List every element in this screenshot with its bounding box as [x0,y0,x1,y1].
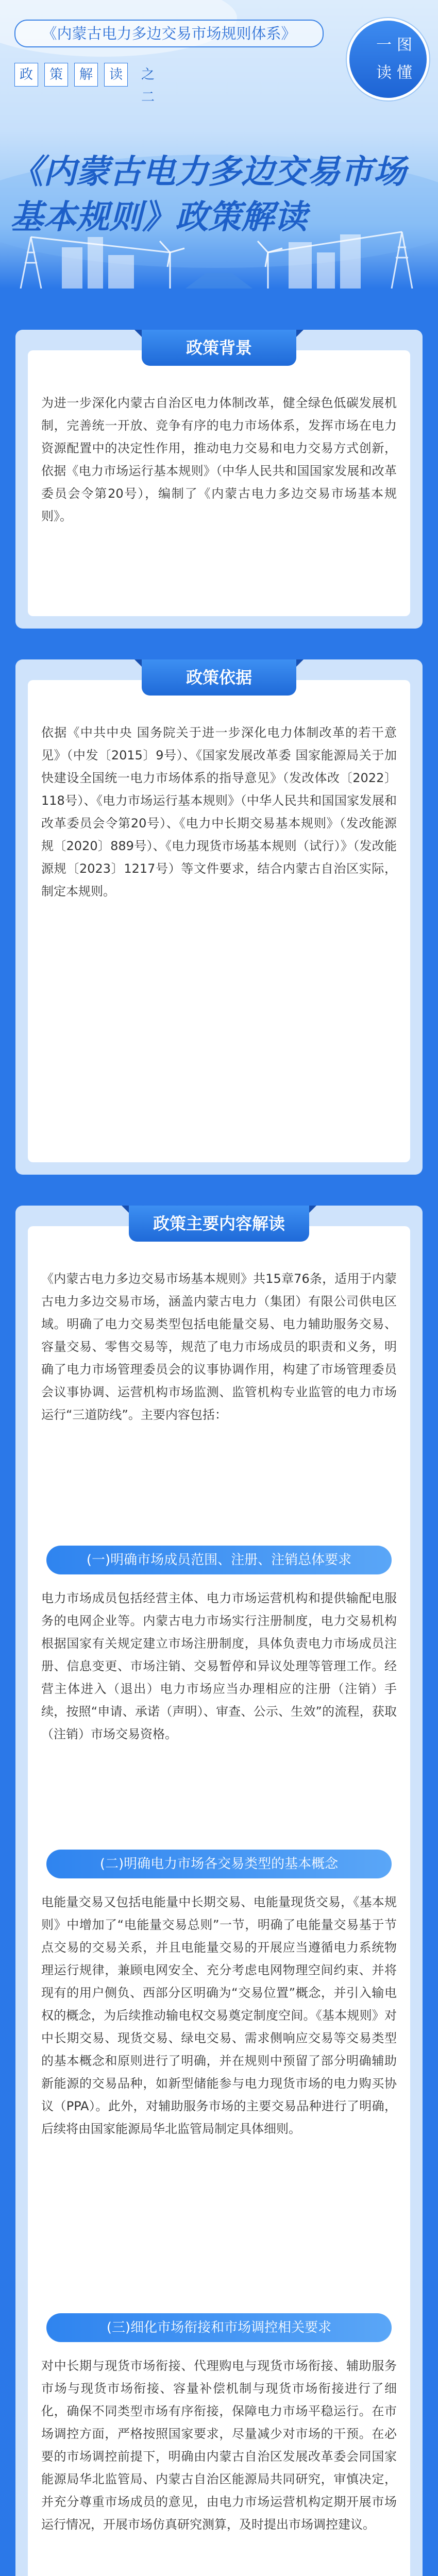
subsection-title: (二)明确电力市场各交易类型的基本概念 [46,1850,392,1878]
badge-circle [349,21,427,98]
subsection-text: 对中长期与现货市场衔接、代理购电与现货市场衔接、辅助服务市场与现货市场衔接、容量补偿机制与现货市场衔接进行了细化，确保不同类型市场有序衔接，保障电力市场平稳运行。在市场调控方面，严格按照国家要求，尽量减少对市场的干预。在必要的市场调控前提下，明确由内蒙古自治区发展改革委会同国家能源局华北监管局、内蒙古自治区能源局共同研究，审慎决定，并充分尊重市场成员的意见，由电力市场运营机构定期开展市场运行情况，开展市场仿真研究测算，及时提出市场调控建议。 [41,2359,397,2532]
subtitle-char: 读 [104,63,128,87]
subsection-text: 电能量交易又包括电能量中长期交易、电能量现货交易，《基本规则》中增加了“电能量交易总则”一节，明确了电能量交易基于节点交易的交易关系，并且电能量交易的开展应当遵循电力系统物理运行规律，兼顾电网安全、充分考虑电网物理空间约束、并将现有的用户侧负、西部分区明确为“交易位置”概念，并引入输电权的概念，为后续推动输电权交易奠定制度空间。《基本规则》对中长期交易、现货交易、绿电交易、需求侧响应交易等交易类型的基本概念和原则进行了明确，并在规则中预留了部分明确辅助新能源的交易品种，如新型储能参与电力现货市场的电力购买协议（PPA）。此外，对辅助服务市场的主要交易品种进行了明确，后续将由国家能源局华北监管局制定具体细则。 [41,1895,397,2136]
basis-text: 依据《中共中央 国务院关于进一步深化电力体制改革的若干意见》（中发〔2015〕9号）、《国家发展改革委 国家能源局关于加快建设全国统一电力市场体系的指导意见》（发改体改〔2022〕118号）、《电力市场运行基本规则》（中华人民共和国国家发展和改革委员会令第20号）、《电力中长期交易基本规则》（发改能源规〔2020〕889号）、《电力现货市场基本规则（试行）》（发改能源规〔2023〕1217号）等文件要求，结合内蒙古自治区实际，制定本规则。 [41,725,397,899]
wind-turbine-icon [160,241,184,289]
section-tab: 政策主要内容解读 [129,1206,309,1242]
badge-text-top: 一图 [376,36,417,54]
subsection-text: 电力市场成员包括经营主体、电力市场运营机构和提供输配电服务的电网企业等。内蒙古电力市场实行注册制度，电力交易机构根据国家有关规定建立市场注册制度，具体负责电力市场成员注册、信息变更、市场注销、交易暂停和异议处理等管理工作。经营主体进入（退出）电力市场应当办理相应的注册（注销）手续，按照“申请、承诺（声明）、审查、公示、生效”的流程，获取（注销）市场交易资格。 [41,1591,397,1741]
subtitle-suffix: 之二 [141,67,155,105]
section-tab: 政策依据 [142,659,296,696]
background-text: 为进一步深化内蒙古自治区电力体制改革，健全绿色低碳发展机制，完善统一开放、竞争有序的电力市场体系，发挥市场在电力资源配置中的决定性作用，推动电力交易和电力交易方式创新，依据《电力市场运行基本规则》（中华人民共和国国家发展和改革委员会令第20号），编制了《内蒙古电力多边交易市场基本规则》。 [41,396,397,523]
policy-basis-card [15,659,423,1175]
subtitle-char: 解 [74,63,98,87]
subtitle-row [14,63,166,105]
badge-text-bottom: 读懂 [376,64,417,82]
series-title: 《内蒙古电力多边交易市场规则体系》 [14,20,324,47]
subtitle-char: 政 [14,63,38,87]
content-intro-text: 《内蒙古电力多边交易市场基本规则》共15章76条，适用于内蒙古电力多边交易市场，涵盖内蒙古电力（集团）有限公司供电区域。明确了电力交易类型包括电能量交易、电力辅助服务交易、容量交易、零售交易等，规范了电力市场成员的职责和义务，明确了电力市场管理委员会的议事协调作用，构建了市场管理委员会议事协调、运营机构市场监测、监管机构专业监管的电力市场运行“三道防线”。主要内容包括： [41,1272,397,1422]
page-title: 《内蒙古电力多边交易市场基本规则》政策解读 [10,153,406,236]
header-banner [0,0,438,289]
section-tab: 政策背景 [142,330,296,366]
policy-background-card [15,330,423,629]
subtitle-char: 策 [44,63,68,87]
policy-content-card [15,1206,423,2576]
subsection-title: (一)明确市场成员范围、注册、注销总体要求 [46,1546,392,1574]
subsection-title: (三)细化市场衔接和市场调控相关要求 [46,2313,392,2342]
